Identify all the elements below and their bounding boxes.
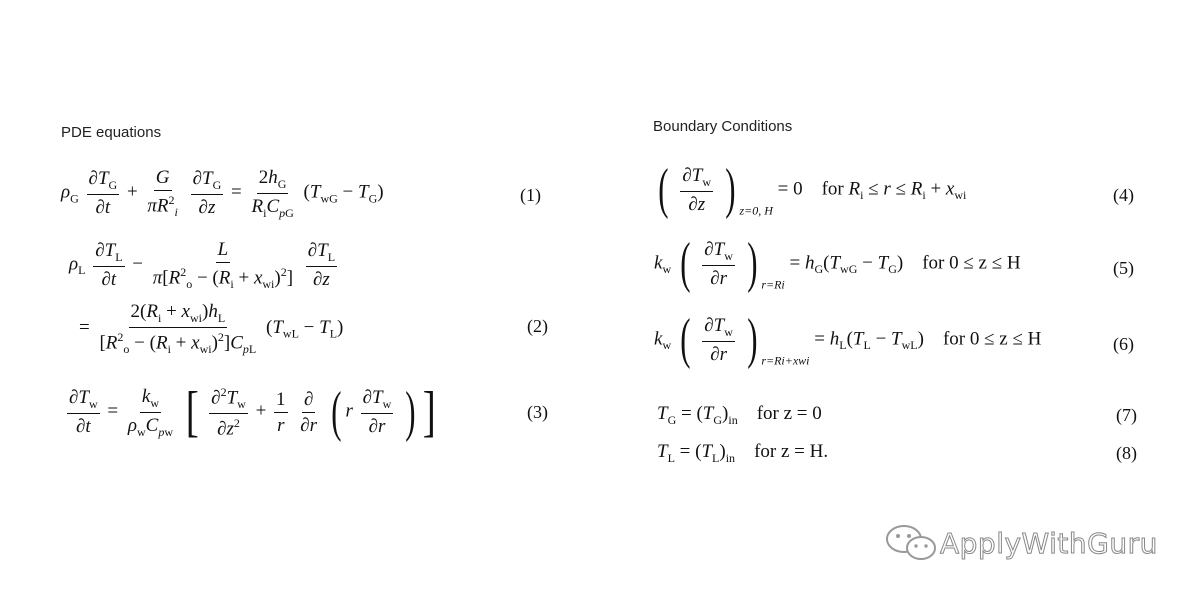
equation-number-2: (2): [527, 316, 548, 336]
condition-8: for z = H.: [754, 441, 829, 462]
equation-3: $\frac{\partial T_w}{\partial t}$ = $\frac{k_w}{\rho_wC_{pw}}$ [ $\frac{\partial^2T_w}{\partial z^2}$ + $\frac{1}{r}$ $\frac{\partial}{\partial r}$ ( r $\frac{\partial T_w}{\partial r}$ ) ]: [69, 380, 436, 443]
eq6-subscript: r=Ri+xwi: [761, 353, 810, 368]
equation-2-line-1: $\rho_L$ $\frac{\partial T_L}{\partial t}$ − $\frac{L}{\pi[R^2_o - (R_i + x_{wi})^2]}$ $\frac{\partial T_L}{\partial z}$: [69, 239, 336, 292]
watermark: [884, 522, 1158, 564]
equation-4: ( $\frac{\partial T_w}{\partial z}$ ) $_{z=0, H}$ = 0 for $R_i \le r \le R_i + x_{wi}$: [658, 158, 967, 221]
equation-number-8: (8): [1116, 443, 1137, 463]
condition-5: for 0 ≤ z ≤ H: [922, 252, 1021, 274]
boundary-heading: Boundary Conditions: [653, 118, 793, 135]
equation-5: $k_w$ ( $\frac{\partial T_w}{\partial r}$ ) $_{r=Ri} = h_G(T_{wG} - T_G)$ for 0 ≤ z ≤ H: [654, 232, 1021, 295]
pde-heading: PDE equations: [61, 124, 162, 141]
equation-number-4: (4): [1113, 185, 1134, 205]
equation-7: $T_G = (T_G)_{in}$ for z = 0: [657, 403, 822, 427]
watermark-text: ApplyWithGuru: [940, 526, 1158, 560]
equation-number-3: (3): [527, 402, 548, 422]
condition-7: for z = 0: [756, 403, 822, 424]
eq5-subscript: r=Ri: [761, 277, 785, 292]
equation-number-1: (1): [520, 185, 541, 205]
equation-2-line-2: = $\frac{2(R_i + x_{wi})h_L}{[R^2_o - (R_i + x_{wi})^2]C_{pL}}$ $(T_{wL} - T_L)$: [79, 301, 344, 356]
equation-number-6: (6): [1113, 334, 1134, 354]
equation-1: $\rho_G$ $\frac{\partial T_G}{\partial t}$ + $\frac{G}{\pi R^2_i}$ $\frac{\partial T_G}{\partial z}$ = $\frac{2h_G}{R_iC_{pG}}$ $(T_{wG} - T_G)$: [61, 167, 384, 220]
condition-6: for 0 ≤ z ≤ H: [942, 328, 1042, 350]
equation-number-5: (5): [1113, 258, 1134, 278]
equation-6: $k_w$ ( $\frac{\partial T_w}{\partial r}$ ) $_{r=Ri+xwi} = h_L(T_L - T_{wL})$ for 0 ≤ z ≤ H: [654, 308, 1042, 371]
equation-number-7: (7): [1116, 405, 1137, 425]
equation-8: $T_L = (T_L)_{in}$ for z = H.: [657, 441, 829, 465]
eq4-subscript: z=0, H: [739, 203, 773, 218]
wechat-icon: [884, 522, 940, 564]
